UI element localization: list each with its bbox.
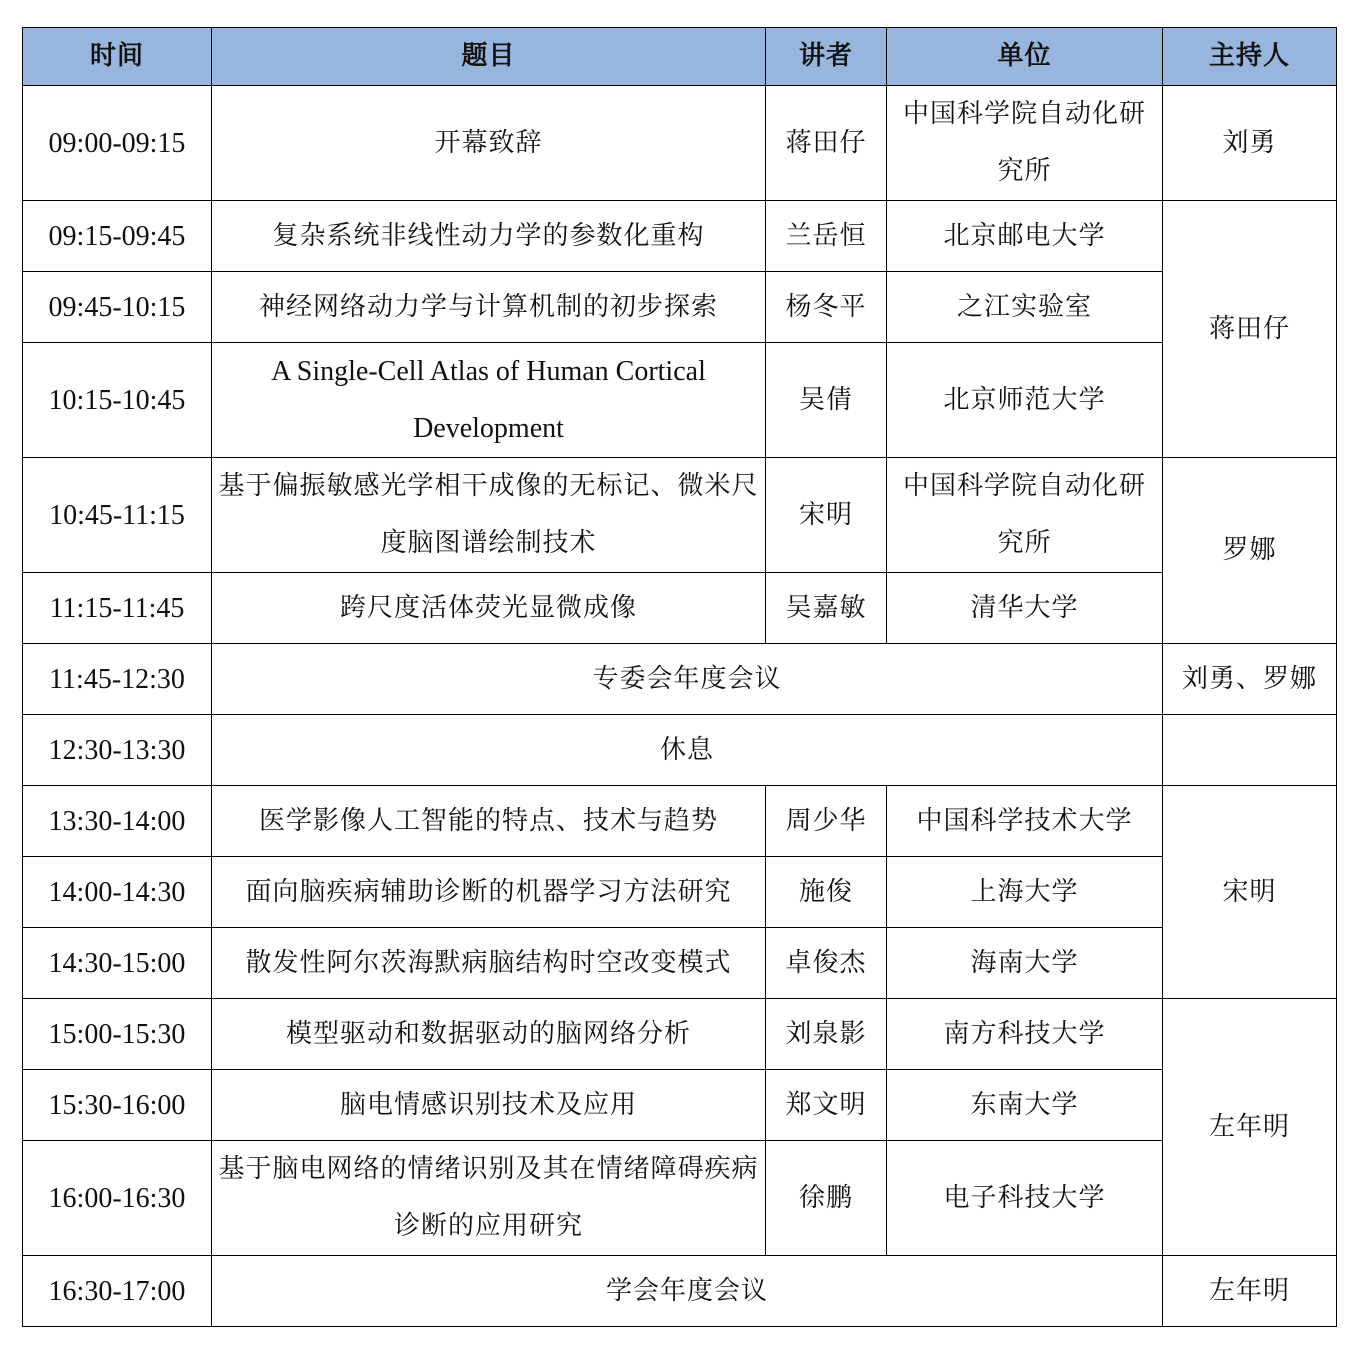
title-cell: 休息 <box>212 715 1163 786</box>
host-cell: 宋明 <box>1163 786 1337 999</box>
title-cell: 跨尺度活体荧光显微成像 <box>212 573 766 644</box>
table-row <box>23 715 1337 786</box>
title-cell: 基于偏振敏感光学相干成像的无标记、微米尺度脑图谱绘制技术 <box>212 458 766 573</box>
time-cell: 16:30-17:00 <box>23 1256 212 1327</box>
table-row <box>23 1141 1337 1256</box>
speaker-cell: 施俊 <box>766 857 887 928</box>
time-cell: 16:00-16:30 <box>23 1141 212 1256</box>
title-cell: 学会年度会议 <box>212 1256 1163 1327</box>
host-cell: 蒋田仔 <box>1163 201 1337 458</box>
table-row <box>23 644 1337 715</box>
table-row <box>23 928 1337 999</box>
time-cell: 09:00-09:15 <box>23 86 212 201</box>
header-unit: 单位 <box>887 28 1163 86</box>
table-row <box>23 201 1337 272</box>
time-cell: 11:15-11:45 <box>23 573 212 644</box>
unit-cell: 北京师范大学 <box>887 343 1163 458</box>
speaker-cell: 宋明 <box>766 458 887 573</box>
unit-cell: 南方科技大学 <box>887 999 1163 1070</box>
speaker-cell: 徐鹏 <box>766 1141 887 1256</box>
title-cell: 散发性阿尔茨海默病脑结构时空改变模式 <box>212 928 766 999</box>
unit-cell: 中国科学技术大学 <box>887 786 1163 857</box>
host-cell <box>1163 715 1337 786</box>
title-cell: 模型驱动和数据驱动的脑网络分析 <box>212 999 766 1070</box>
table-row <box>23 272 1337 343</box>
table-row <box>23 786 1337 857</box>
table-row <box>23 86 1337 201</box>
time-cell: 10:15-10:45 <box>23 343 212 458</box>
table-row <box>23 999 1337 1070</box>
header-row <box>23 28 1337 86</box>
speaker-cell: 兰岳恒 <box>766 201 887 272</box>
title-cell: 医学影像人工智能的特点、技术与趋势 <box>212 786 766 857</box>
table-row <box>23 857 1337 928</box>
time-cell: 11:45-12:30 <box>23 644 212 715</box>
title-cell: 神经网络动力学与计算机制的初步探索 <box>212 272 766 343</box>
time-cell: 15:30-16:00 <box>23 1070 212 1141</box>
time-cell: 15:00-15:30 <box>23 999 212 1070</box>
unit-cell: 海南大学 <box>887 928 1163 999</box>
title-cell: 脑电情感识别技术及应用 <box>212 1070 766 1141</box>
speaker-cell: 杨冬平 <box>766 272 887 343</box>
agenda-table <box>22 27 1337 1327</box>
speaker-cell: 吴嘉敏 <box>766 573 887 644</box>
unit-cell: 北京邮电大学 <box>887 201 1163 272</box>
time-cell: 14:00-14:30 <box>23 857 212 928</box>
time-cell: 12:30-13:30 <box>23 715 212 786</box>
table-row <box>23 1070 1337 1141</box>
host-cell: 刘勇、罗娜 <box>1163 644 1337 715</box>
time-cell: 10:45-11:15 <box>23 458 212 573</box>
speaker-cell: 卓俊杰 <box>766 928 887 999</box>
speaker-cell: 郑文明 <box>766 1070 887 1141</box>
unit-cell: 之江实验室 <box>887 272 1163 343</box>
header-host: 主持人 <box>1163 28 1337 86</box>
speaker-cell: 周少华 <box>766 786 887 857</box>
host-cell: 左年明 <box>1163 999 1337 1256</box>
table-row <box>23 343 1337 458</box>
header-title: 题目 <box>212 28 766 86</box>
title-cell: 复杂系统非线性动力学的参数化重构 <box>212 201 766 272</box>
title-cell: 面向脑疾病辅助诊断的机器学习方法研究 <box>212 857 766 928</box>
speaker-cell: 吴倩 <box>766 343 887 458</box>
table-row <box>23 1256 1337 1327</box>
unit-cell: 东南大学 <box>887 1070 1163 1141</box>
header-time: 时间 <box>23 28 212 86</box>
host-cell: 刘勇 <box>1163 86 1337 201</box>
table-row <box>23 573 1337 644</box>
unit-cell: 电子科技大学 <box>887 1141 1163 1256</box>
header-speaker: 讲者 <box>766 28 887 86</box>
unit-cell: 上海大学 <box>887 857 1163 928</box>
unit-cell: 中国科学院自动化研究所 <box>887 86 1163 201</box>
host-cell: 罗娜 <box>1163 458 1337 644</box>
title-cell: 开幕致辞 <box>212 86 766 201</box>
time-cell: 09:15-09:45 <box>23 201 212 272</box>
time-cell: 14:30-15:00 <box>23 928 212 999</box>
speaker-cell: 刘泉影 <box>766 999 887 1070</box>
table-row <box>23 458 1337 573</box>
title-cell: A Single-Cell Atlas of Human Cortical Development <box>212 343 766 458</box>
speaker-cell: 蒋田仔 <box>766 86 887 201</box>
time-cell: 09:45-10:15 <box>23 272 212 343</box>
unit-cell: 中国科学院自动化研究所 <box>887 458 1163 573</box>
title-cell: 专委会年度会议 <box>212 644 1163 715</box>
unit-cell: 清华大学 <box>887 573 1163 644</box>
host-cell: 左年明 <box>1163 1256 1337 1327</box>
time-cell: 13:30-14:00 <box>23 786 212 857</box>
title-cell: 基于脑电网络的情绪识别及其在情绪障碍疾病诊断的应用研究 <box>212 1141 766 1256</box>
